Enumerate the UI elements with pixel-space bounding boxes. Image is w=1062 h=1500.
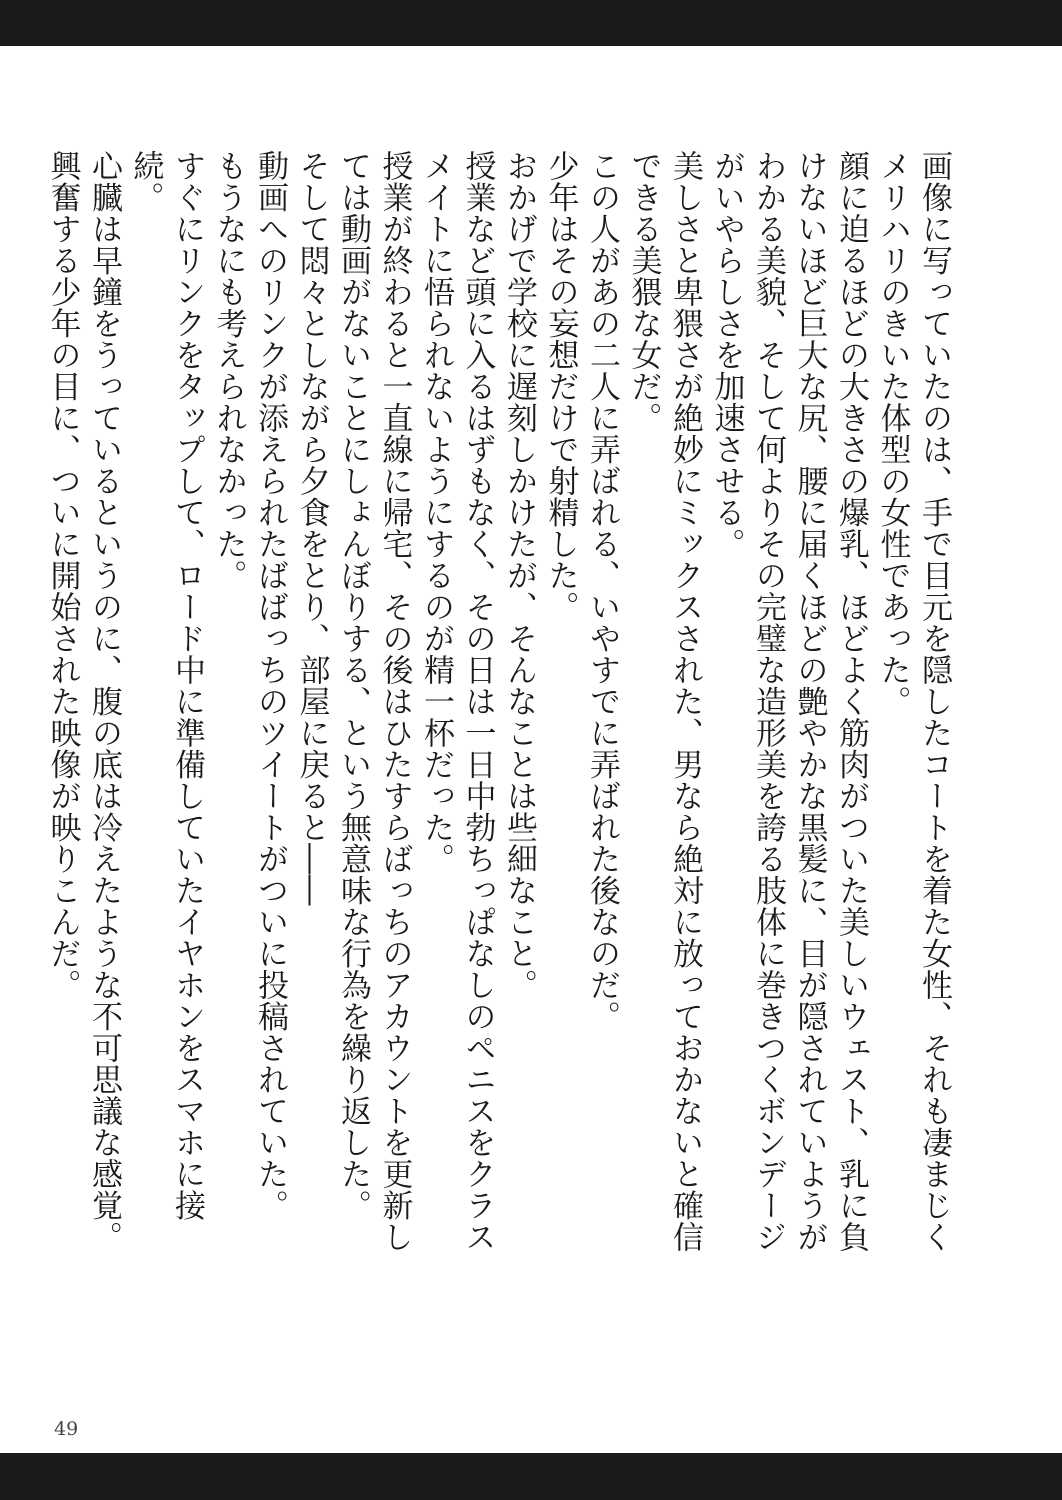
paragraph: 美しさと卑猥さが絶妙にミックスされた、男なら絶対に放っておかないと確信できる美猥な女だ。 <box>625 150 703 1253</box>
paragraph: この人があの二人に弄ばれる、いやすでに弄ばれた後なのだ。 <box>584 150 620 1032</box>
paragraph: 少年はその妄想だけで射精した。 <box>542 150 579 623</box>
paragraph: 授業が終わると一直線に帰宅、その後はひたすらばっちのアカウントを更新しては動画がないことにしょんぼりする、という無意味な行為を繰り返した。 <box>335 150 413 1253</box>
paragraph: 興奮する少年の目に、ついに開始された映像が映りこんだ。 <box>44 150 81 1001</box>
paragraph: おかげで学校に遅刻しかけたが、そんなことは些細なこと。 <box>501 150 537 1001</box>
paragraph: 顔に迫るほどの大きさの爆乳、ほどよく筋肉がついた美しいウェスト、乳に負けないほど巨大な尻、腰に届くほどの艶やかな黒髪に、目が隠されていようがわかる美貌、そして何よりその完璧な造形美を誇る肢体に巻きつくボンデージがいやらしさを加速させる。 <box>708 150 869 1253</box>
paragraph: そして悶々としながら夕食をとり、部屋に戻ると―― <box>293 150 330 906</box>
paragraph: 授業など頭に入るはずもなく、その日は一日中勃ちっぱなしのペニスをクラスメイトに悟られないようにするのが精一杯だった。 <box>418 150 496 1253</box>
paragraph: 動画へのリンクが添えられたばばっちのツイートがついに投稿されていた。 <box>252 150 288 1221</box>
paragraph: 画像に写っていたのは、手で目元を隠したコートを着た女性、それも凄まじくメリハリのきいた体型の女性であった。 <box>874 150 952 1253</box>
paragraph: 心臓は早鐘をうっているというのに、腹の底は冷えたような不可思議な感覚。 <box>86 150 122 1253</box>
top-black-band <box>0 0 1062 46</box>
vertical-body-text <box>41 150 954 1280</box>
bottom-black-band <box>0 1453 1062 1500</box>
page-number: 49 <box>54 1418 79 1440</box>
paragraph: すぐにリンクをタップして、ロード中に準備していたイヤホンをスマホに接続。 <box>127 150 205 1221</box>
paragraph: もうなにも考えられなかった。 <box>210 150 247 591</box>
